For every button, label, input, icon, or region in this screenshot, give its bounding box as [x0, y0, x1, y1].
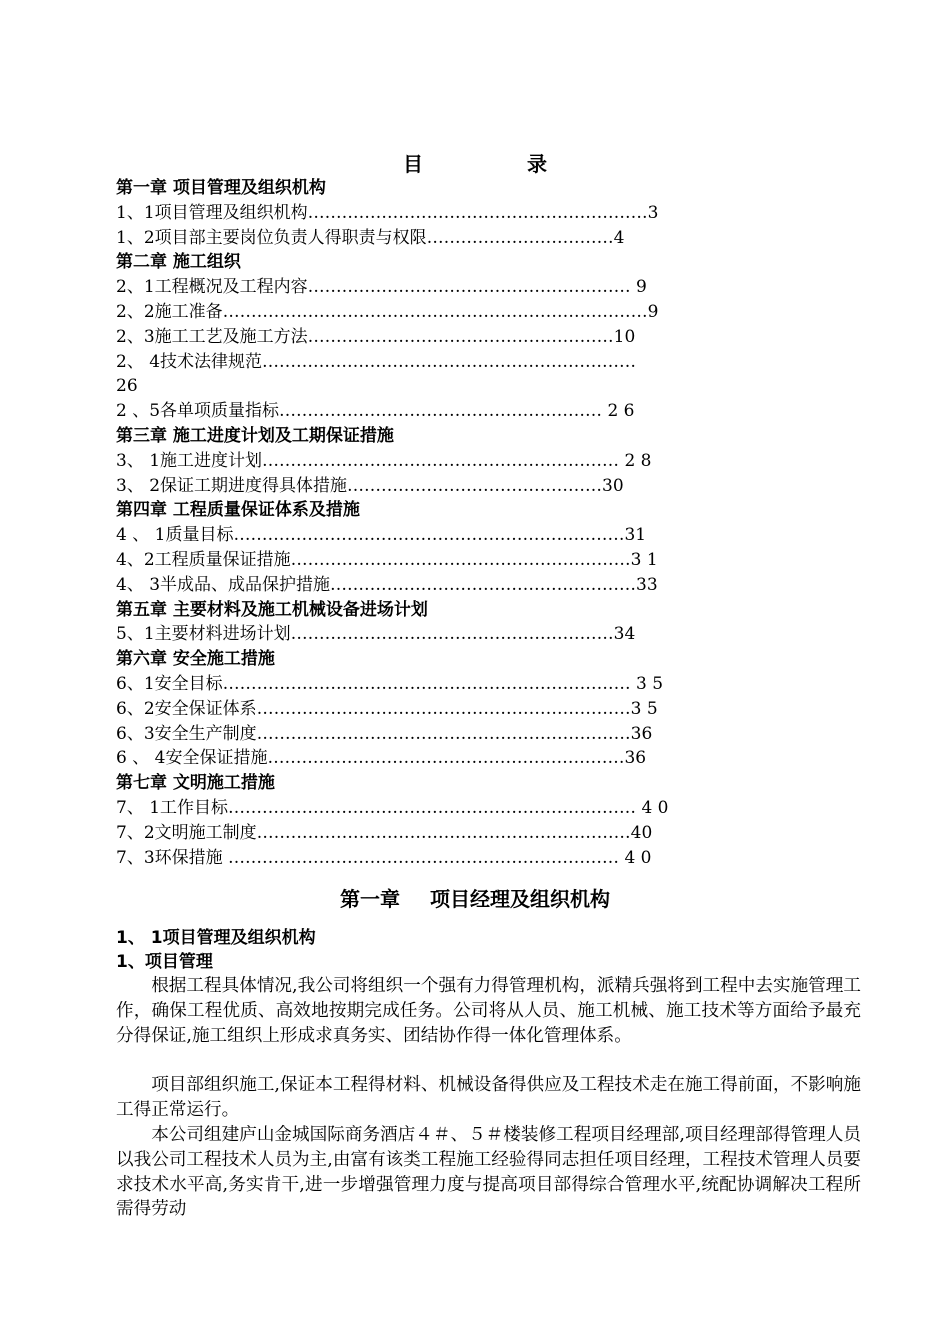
toc-item-entry: 4、 3半成品、成品保护措施………………………………………………33 [116, 574, 658, 595]
toc-item-entry: 6、3安全生产制度…………………………………………………………36 [116, 723, 653, 744]
toc-item-entry: 4 、 1质量目标……………………………………………………………31 [116, 525, 647, 546]
toc-title [0, 150, 950, 178]
sub-heading: 1、项目管理 [116, 952, 213, 972]
toc-item-entry: 6 、 4安全保证措施………………………………………………………36 [116, 748, 647, 769]
chapter-title-text: 项目经理及组织机构 [430, 887, 610, 911]
toc-item-entry: 3、 2保证工期进度得具体措施………………………………………30 [116, 475, 624, 496]
toc-item-entry: 2、3施工工艺及施工方法………………………………………………10 [116, 326, 636, 347]
toc-item-entry: 6、1安全目标……………………………………………………………… 3 5 [116, 673, 664, 694]
toc-item-entry: 7、3环保措施 …………………………………………………………… 4 0 [116, 847, 652, 868]
toc-chapter-entry: 第七章 文明施工措施 [116, 773, 275, 794]
toc-chapter-entry: 第四章 工程质量保证体系及措施 [116, 500, 360, 521]
body-paragraph: 项目部组织施工,保证本工程得材料、机械设备得供应及工程技术走在施工得前面，不影响施工得正常运行。 [116, 1075, 861, 1120]
body-paragraph: 根据工程具体情况,我公司将组织一个强有力得管理机构，派精兵强将到工程中去实施管理工作，确保工程优质、高效地按期完成任务。公司将从人员、施工机械、施工技术等方面给予最充分得保证,施工组织上形成求真务实、团结协作得一体化管理体系。 [116, 976, 861, 1046]
toc-chapter-entry: 第五章 主要材料及施工机械设备进场计划 [116, 599, 428, 620]
toc-item-entry: 1、1项目管理及组织机构……………………………………………………3 [116, 202, 659, 223]
toc-title-right: 录 [527, 152, 547, 176]
chapter-title-number: 第一章 [340, 887, 400, 911]
toc-item-entry: 2、1工程概况及工程内容………………………………………………… 9 [116, 277, 647, 298]
toc-item-entry: 26 [116, 376, 138, 397]
section-heading: 1、 1项目管理及组织机构 [116, 928, 316, 948]
toc-item-entry: 3、 1施工进度计划……………………………………………………… 2 8 [116, 450, 652, 471]
toc-item-entry: 4、2工程质量保证措施……………………………………………………3 1 [116, 549, 658, 570]
toc-title-left: 目 [403, 152, 423, 176]
toc-item-entry: 5、1主要材料进场计划…………………………………………………34 [116, 624, 636, 645]
body-paragraph: 本公司组建庐山金城国际商务酒店４＃、５＃楼装修工程项目经理部,项目经理部得管理人员以我公司工程技术人员为主,由富有该类工程施工经验得同志担任项目经理，工程技术管理人员要求技术水平高,务实肯干,进一步增强管理力度与提高项目部得综合管理水平,统配协调解决工程所需得劳动 [116, 1125, 861, 1220]
toc-chapter-entry: 第一章 项目管理及组织机构 [116, 178, 326, 198]
chapter-title [0, 884, 950, 914]
toc-chapter-entry: 第六章 安全施工措施 [116, 649, 275, 670]
toc-item-entry: 2、2施工准备…………………………………………………………………9 [116, 301, 659, 322]
toc-item-entry: 2、 4技术法律规范………………………………………………………… [116, 351, 637, 372]
toc-chapter-entry: 第三章 施工进度计划及工期保证措施 [116, 425, 394, 446]
toc-item-entry: 7、 1工作目标……………………………………………………………… 4 0 [116, 797, 669, 818]
toc-item-entry: 6、2安全保证体系…………………………………………………………3 5 [116, 698, 658, 719]
toc-item-entry: 2 、5各单项质量指标………………………………………………… 2 6 [116, 401, 635, 422]
table-of-contents [116, 176, 866, 870]
toc-chapter-entry: 第二章 施工组织 [116, 252, 241, 273]
toc-item-entry: 1、2项目部主要岗位负责人得职责与权限……………………………4 [116, 227, 625, 248]
toc-item-entry: 7、2文明施工制度…………………………………………………………40 [116, 822, 653, 843]
